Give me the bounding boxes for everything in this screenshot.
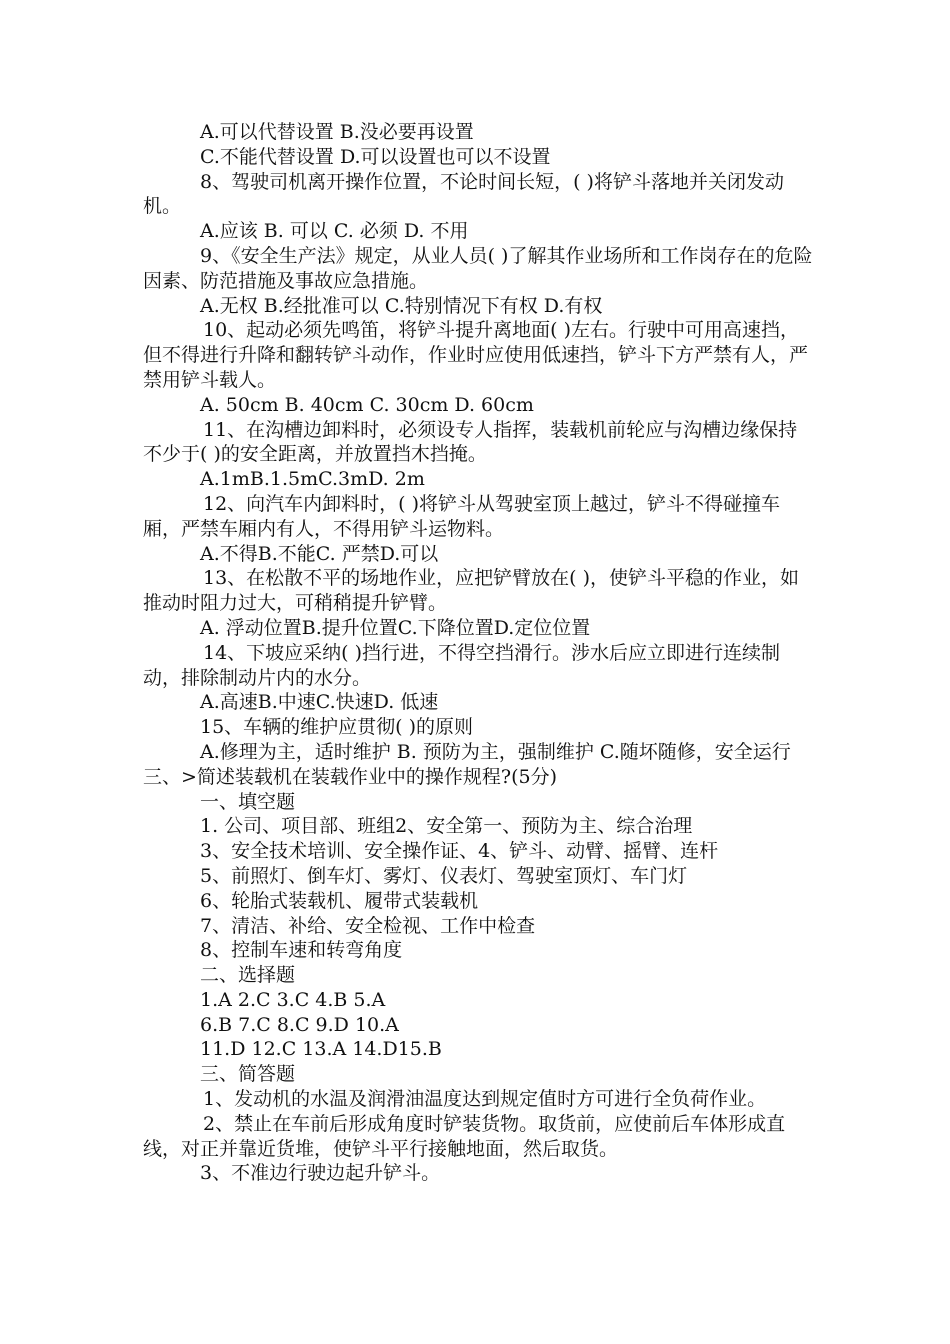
question-8: 8、驾驶司机离开操作位置，不论时间长短，( )将铲斗落地并关闭发动机。 xyxy=(143,170,784,218)
question-10: 10、起动必须先鸣笛，将铲斗提升离地面( )左右。行驶中可用高速挡，但不得进行升降和翻转铲斗动作，作业时应使用低速挡，铲斗下方严禁有人，严禁用铲斗载人。 xyxy=(143,319,809,391)
answer-line: 5、前照灯、倒车灯、雾灯、仪表灯、驾驶室顶灯、车门灯 xyxy=(200,864,688,887)
answer-line: 6.B 7.C 8.C 9.D 10.A xyxy=(200,1013,399,1036)
section-heading: 一、填空题 xyxy=(200,790,296,813)
question-12: 12、向汽车内卸料时，( )将铲斗从驾驶室顶上越过，铲斗不得碰撞车厢，严禁车厢内有人，不得用铲斗运物料。 xyxy=(143,492,781,540)
answer-line: 3、安全技术培训、安全操作证、4、铲斗、动臂、摇臂、连杆 xyxy=(200,840,719,863)
question-15: 15、车辆的维护应贯彻( )的原则 xyxy=(200,716,474,739)
question-13: 13、在松散不平的场地作业，应把铲臂放在( )，使铲斗平稳的作业，如推动时阻力过大，可稍稍提升铲臂。 xyxy=(143,567,800,615)
option-line: A.无权 B.经批准可以 C.特别情况下有权 D.有权 xyxy=(200,294,603,317)
option-line: A.可以代替设置 B.没必要再设置 xyxy=(200,121,474,143)
section-heading: 三、简答题 xyxy=(200,1063,296,1086)
answer-line: 6、轮胎式装载机、履带式装载机 xyxy=(200,889,479,912)
option-line: A. 50cm B. 40cm C. 30cm D. 60cm xyxy=(200,393,534,416)
question-11: 11、在沟槽边卸料时，必须设专人指挥，装载机前轮应与沟槽边缘保持不少于( )的安全距离，并放置挡木挡掩。 xyxy=(143,418,798,466)
answer-line: 11.D 12.C 13.A 14.D15.B xyxy=(200,1038,442,1061)
answer-line: 1. 公司、项目部、班组2、安全第一、预防为主、综合治理 xyxy=(200,815,693,838)
question-9: 9、《安全生产法》规定，从业人员( )了解其作业场所和工作岗存在的危险因素、防范措施及事故应急措施。 xyxy=(143,244,813,292)
option-line: A.修理为主，适时维护 B. 预防为主，强制维护 C.随坏随修，安全运行三、>简述装载机在装载作业中的操作规程?(5分) xyxy=(143,740,791,788)
answer-paragraph: 2、禁止在车前后形成角度时铲装货物。取货前，应使前后车体形成直线，对正并靠近货堆，使铲斗平行接触地面，然后取货。 xyxy=(143,1112,786,1160)
answer-paragraph: 1、发动机的水温及润滑油温度达到规定值时方可进行全负荷作业。 xyxy=(203,1088,767,1111)
document-body xyxy=(143,120,813,1186)
answer-line: 1.A 2.C 3.C 4.B 5.A xyxy=(200,988,386,1011)
question-14: 14、下坡应采纳( )挡行进，不得空挡滑行。涉水后应立即进行连续制动，排除制动片内的水分。 xyxy=(143,641,781,689)
answer-line: 8、控制车速和转弯角度 xyxy=(200,939,403,962)
answer-paragraph: 3、不准边行驶边起升铲斗。 xyxy=(200,1162,441,1185)
option-line: A.高速B.中速C.快速D. 低速 xyxy=(200,691,439,714)
option-line: A.1mB.1.5mC.3mD. 2m xyxy=(200,468,425,491)
option-line: C.不能代替设置 D.可以设置也可以不设置 xyxy=(200,145,551,168)
option-line: A.应该 B. 可以 C. 必须 D. 不用 xyxy=(200,220,469,243)
section-heading: 二、选择题 xyxy=(200,964,296,987)
option-line: A.不得B.不能C. 严禁D.可以 xyxy=(200,542,439,565)
answer-line: 7、清洁、补给、安全检视、工作中检查 xyxy=(200,914,536,937)
option-line: A. 浮动位置B.提升位置C.下降位置D.定位位置 xyxy=(200,616,591,639)
